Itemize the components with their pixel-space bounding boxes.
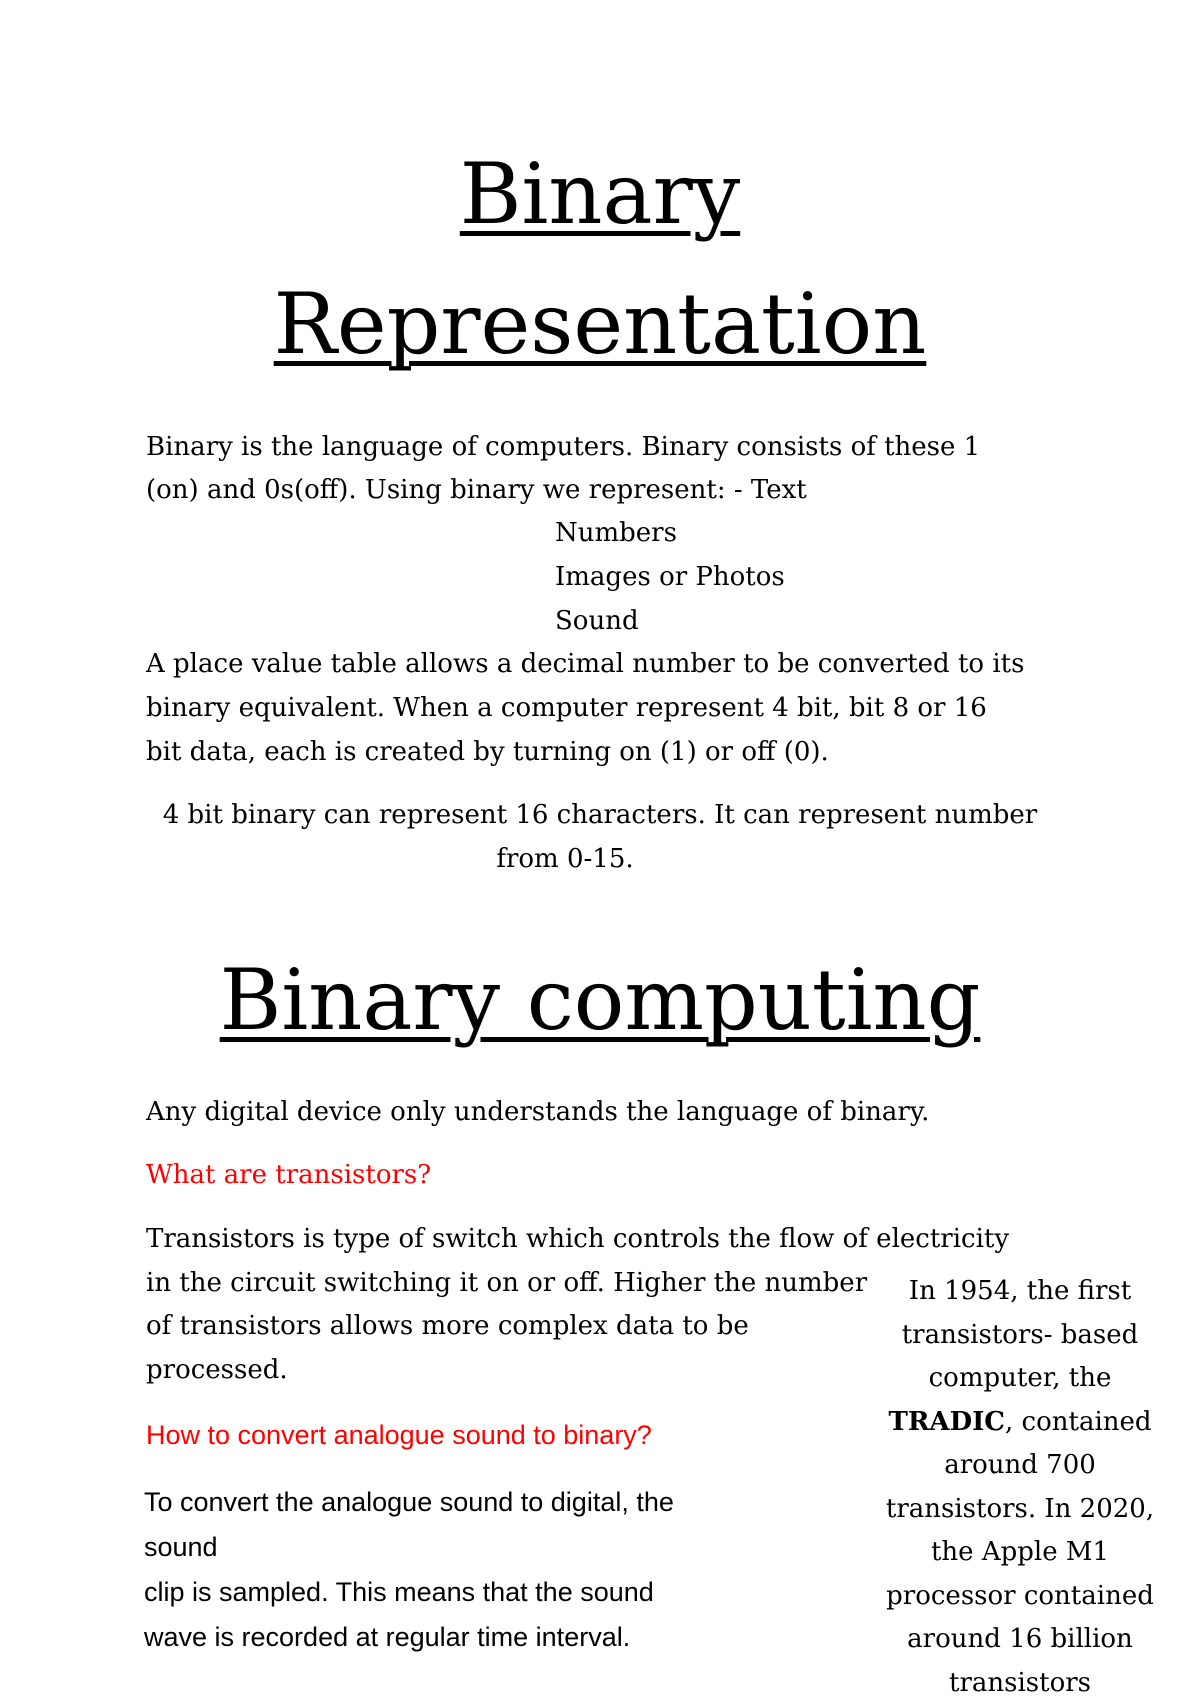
para2-line2: binary equivalent. When a computer represent 4 bit, bit 8 or 16	[146, 693, 987, 723]
sidebar-text-after: , contained around 700 transistors. In 2020, the Apple M1 processor contained around 16 billion transistors	[885, 1406, 1155, 1698]
answer2-line4: wave is recorded at regular time interval.	[144, 1622, 631, 1652]
answer1-line4: processed.	[146, 1355, 288, 1385]
question-transistors: What are transistors?	[146, 1160, 432, 1190]
question-analogue-sound: How to convert analogue sound to binary?	[146, 1420, 652, 1450]
para2-line1: A place value table allows a decimal number to be converted to its	[146, 649, 1025, 679]
sidebar-transistor-facts	[880, 1270, 1160, 1705]
para3-line2: from 0-15.	[496, 844, 634, 874]
answer2-line1: To convert the analogue sound to digital, the	[144, 1487, 674, 1517]
intro-text: Any digital device only understands the language of binary.	[146, 1097, 930, 1127]
list-item-images: Images or Photos	[555, 562, 785, 592]
para3-line1: 4 bit binary can represent 16 characters. It can represent number	[162, 800, 1038, 830]
answer1-line1: Transistors is type of switch which controls the flow of electricity	[146, 1224, 1010, 1254]
sidebar-tradic: TRADIC	[888, 1406, 1005, 1437]
title-binary-line1: Binary	[459, 145, 741, 243]
title-binary-computing: Binary computing	[219, 951, 981, 1049]
para2-line3: bit data, each is created by turning on (1) or off (0).	[146, 737, 829, 767]
para1-line2: (on) and 0s(off). Using binary we represent: - Text	[146, 475, 807, 505]
answer1-line2: in the circuit switching it on or off. Higher the number	[146, 1268, 868, 1298]
list-item-sound: Sound	[555, 606, 639, 636]
answer2-line3: clip is sampled. This means that the sound	[144, 1577, 654, 1607]
list-item-numbers: Numbers	[555, 518, 677, 548]
answer1-line3: of transistors allows more complex data to be	[146, 1311, 749, 1341]
para1-line1: Binary is the language of computers. Binary consists of these 1	[146, 432, 981, 462]
answer2-line2: sound	[144, 1532, 218, 1562]
sidebar-text-before: In 1954, the first transistors- based computer, the	[901, 1276, 1139, 1393]
title-binary-line2: Representation	[273, 275, 927, 373]
